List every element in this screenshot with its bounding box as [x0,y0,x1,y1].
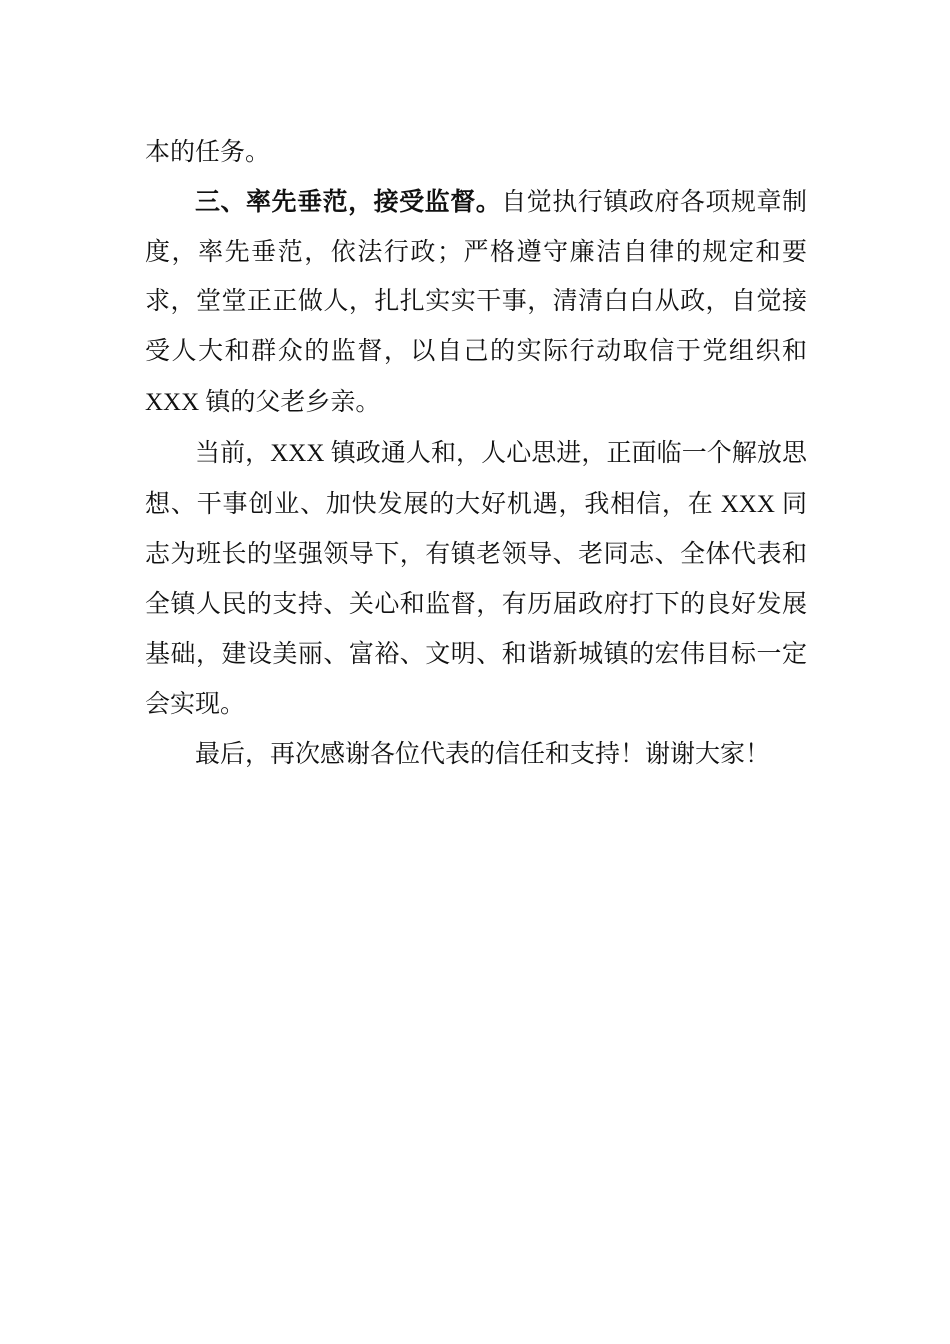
section-heading: 三、率先垂范，接受监督。 [195,186,502,216]
text-run: 同志为班长的坚强领导下，有镇老领导、老同志、全体代表和全镇人民的支持、关心和监督，有历届政府打下的良好发展基础，建设美丽、富裕、文明、和谐新城镇的宏伟目标一定会实现。 [145,488,807,718]
document-body [145,127,807,778]
paragraph-section-three [145,177,807,428]
paragraph-continuation [145,127,807,177]
text-run: 最后，再次感谢各位代表的信任和支持！谢谢大家！ [195,738,771,768]
text-run: 镇的父老乡亲。 [205,386,381,416]
placeholder-name: XXX [713,490,782,518]
placeholder-name: XXX [145,388,206,416]
text-run: 自觉执行镇政府各项规章制度，率先垂范，依法行政；严格遵守廉洁自律的规定和要求，堂堂正正做人，扎扎实实干事，清清白白从政，自觉接受人大和群众的监督，以自己的实际行动取信于党组织和 [145,186,807,366]
paragraph-outlook [145,428,807,729]
text-run: 镇政通人和，人心思进，正面临一个解放思想、干事创业、加快发展的大好机遇，我相信，在 [145,437,807,518]
text-run: 当前， [195,437,271,467]
paragraph-closing [145,729,807,779]
placeholder-name: XXX [270,439,331,467]
text-run: 本的任务。 [145,137,271,166]
